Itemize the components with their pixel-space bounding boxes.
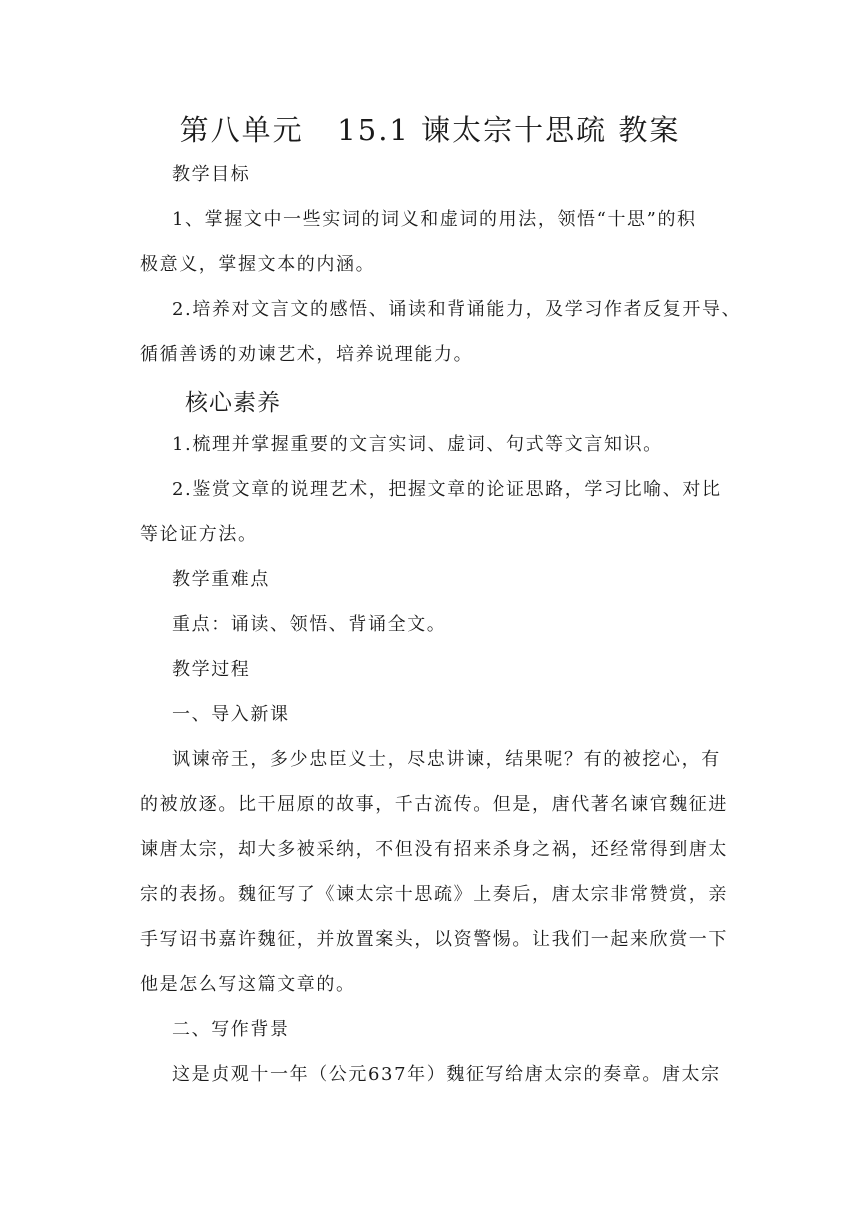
document-title: 第八单元 15.1 谏太宗十思疏 教案 [179, 113, 681, 147]
heading-teaching-objectives: 教学目标 [172, 164, 251, 185]
intro-paragraph-line-6: 他是怎么写这篇文章的。 [140, 974, 356, 995]
objective-1-line-2: 极意义，掌握文本的内涵。 [140, 254, 376, 275]
literacy-2-line-2: 等论证方法。 [140, 524, 258, 545]
step-1-heading: 一、导入新课 [172, 704, 290, 725]
intro-paragraph-line-4: 宗的表扬。魏征写了《谏太宗十思疏》上奏后，唐太宗非常赞赏，亲 [140, 884, 728, 905]
intro-paragraph-line-2: 的被放逐。比干屈原的故事，千古流传。但是，唐代著名谏官魏征进 [140, 794, 728, 815]
literacy-1-line-1: 1.梳理并掌握重要的文言实词、虚词、句式等文言知识。 [172, 434, 663, 455]
step-2-heading: 二、写作背景 [172, 1019, 290, 1040]
heading-core-literacy: 核心素养 [185, 390, 281, 416]
intro-paragraph-line-5: 手写诏书嘉许魏征，并放置案头，以资警惕。让我们一起来欣赏一下 [140, 929, 728, 950]
objective-2-line-2: 循循善诱的劝谏艺术，培养说理能力。 [140, 344, 474, 365]
heading-teaching-process: 教学过程 [172, 659, 251, 680]
intro-paragraph-line-1: 讽谏帝王，多少忠臣义士，尽忠讲谏，结果呢？有的被挖心，有 [172, 749, 721, 770]
key-points-line: 重点：诵读、领悟、背诵全文。 [172, 614, 447, 635]
heading-key-difficulties: 教学重难点 [172, 569, 270, 590]
background-paragraph-line-1: 这是贞观十一年（公元637年）魏征写给唐太宗的奏章。唐太宗 [172, 1064, 721, 1085]
literacy-2-line-1: 2.鉴赏文章的说理艺术，把握文章的论证思路，学习比喻、对比 [172, 479, 722, 500]
objective-1-line-1: 1、掌握文中一些实词的词义和虚词的用法，领悟“十思”的积 [172, 209, 697, 230]
intro-paragraph-line-3: 谏唐太宗，却大多被采纳，不但没有招来杀身之祸，还经常得到唐太 [140, 839, 728, 860]
objective-2-line-1: 2.培养对文言文的感悟、诵读和背诵能力，及学习作者反复开导、 [172, 299, 742, 320]
